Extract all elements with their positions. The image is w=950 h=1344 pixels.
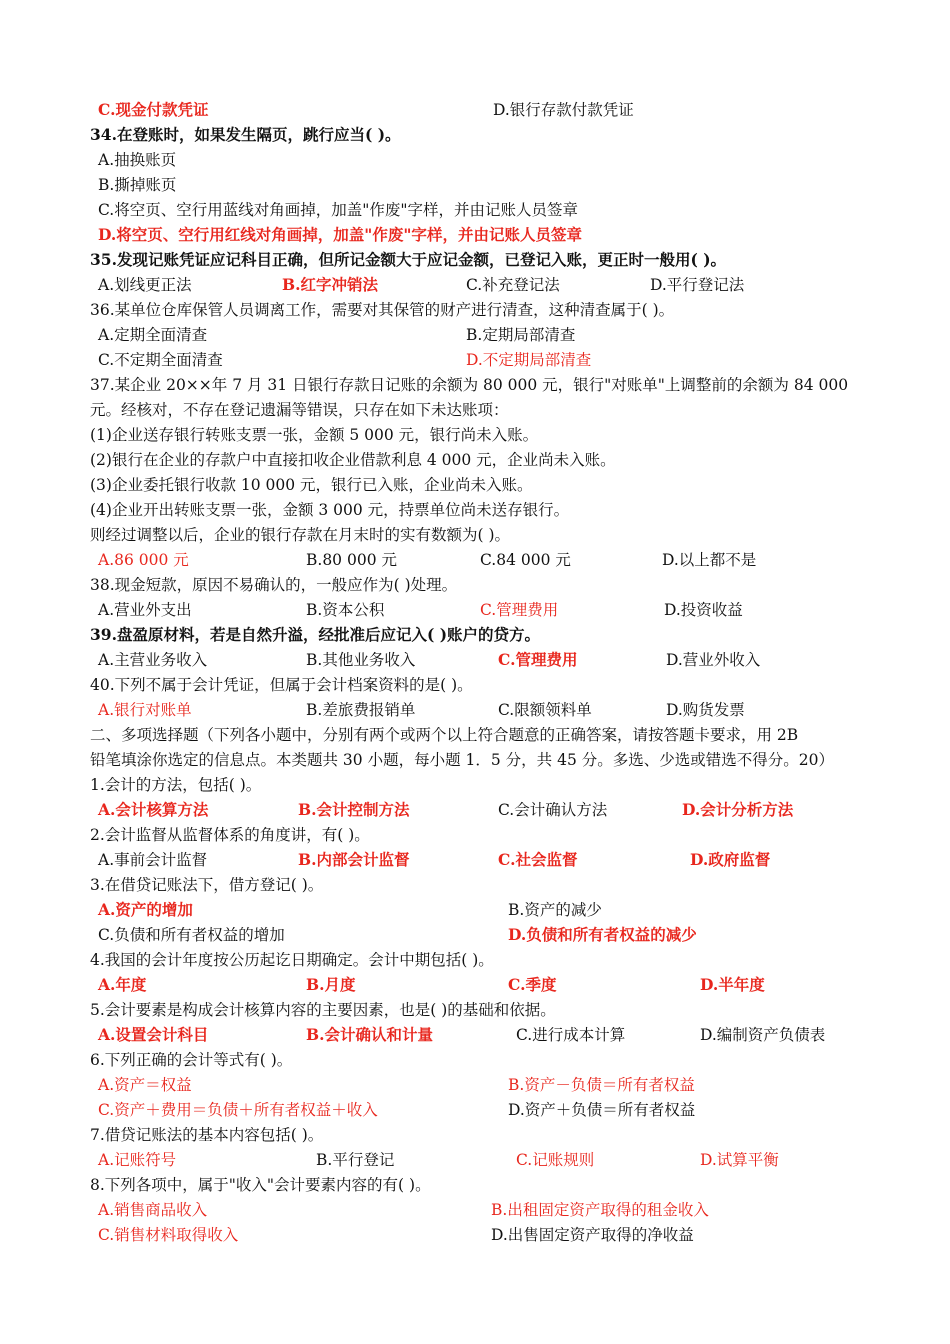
question-text: 38.现金短款，原因不易确认的，一般应作为( )处理。 [90, 576, 458, 594]
answer-option: D.银行存款付款凭证 [493, 101, 634, 119]
answer-option: C.管理费用 [480, 601, 559, 619]
answer-option: B.会计控制方法 [298, 800, 410, 819]
answer-option: B.差旅费报销单 [306, 701, 416, 719]
answer-option: C.负债和所有者权益的增加 [98, 926, 285, 944]
question-text: 8.下列各项中，属于"收入"会计要素内容的有( )。 [90, 1176, 431, 1194]
answer-option: C.季度 [508, 975, 557, 994]
question-text: D.将空页、空行用红线对角画掉，加盖"作废"字样，并由记账人员签章 [98, 225, 582, 244]
answer-option: D.出售固定资产取得的净收益 [491, 1226, 694, 1244]
answer-option: A.86 000 元 [98, 551, 189, 569]
answer-option: C.会计确认方法 [498, 801, 608, 819]
answer-option: A.会计核算方法 [98, 800, 209, 819]
answer-option: B.平行登记 [316, 1151, 395, 1169]
question-text: 2.会计监督从监督体系的角度讲，有( )。 [90, 826, 370, 844]
answer-option: D.以上都不是 [662, 551, 757, 569]
question-text: 元。经核对，不存在登记遗漏等错误，只存在如下未达账项： [90, 401, 509, 419]
question-text: (4)企业开出转账支票一张，金额 3 000 元，持票单位尚未送存银行。 [90, 501, 570, 519]
answer-option: A.定期全面清查 [98, 326, 208, 344]
question-text: 则经过调整以后，企业的银行存款在月末时的实有数额为( )。 [90, 526, 511, 544]
answer-option: C.资产＋费用＝负债＋所有者权益＋收入 [98, 1101, 378, 1119]
answer-option: A.营业外支出 [98, 601, 192, 619]
answer-option: A.设置会计科目 [98, 1025, 209, 1044]
question-text: 40.下列不属于会计凭证，但属于会计档案资料的是( )。 [90, 676, 473, 694]
answer-option: D.营业外收入 [666, 651, 761, 669]
answer-option: D.政府监督 [690, 850, 771, 869]
answer-option: D.不定期局部清查 [466, 351, 592, 369]
question-text: A.抽换账页 [98, 151, 177, 169]
question-text: 3.在借贷记账法下，借方登记( )。 [90, 876, 324, 894]
answer-option: D.编制资产负债表 [700, 1026, 826, 1044]
question-text: 5.会计要素是构成会计核算内容的主要因素，也是( )的基础和依据。 [90, 1001, 556, 1019]
answer-option: C.社会监督 [498, 850, 578, 869]
answer-option: B.月度 [306, 975, 356, 994]
answer-option: B.会计确认和计量 [306, 1025, 433, 1044]
question-text: (1)企业送存银行转账支票一张，金额 5 000 元，银行尚未入账。 [90, 426, 539, 444]
question-text: (3)企业委托银行收款 10 000 元，银行已入账，企业尚未入账。 [90, 476, 533, 494]
answer-option: C.不定期全面清查 [98, 351, 223, 369]
answer-option: C.进行成本计算 [516, 1026, 626, 1044]
answer-option: C.记账规则 [516, 1151, 595, 1169]
answer-option: C.管理费用 [498, 650, 578, 669]
answer-option: D.半年度 [700, 975, 765, 994]
answer-option: A.银行对账单 [98, 701, 192, 719]
answer-option: D.会计分析方法 [682, 800, 794, 819]
question-text: 铅笔填涂你选定的信息点。本类题共 30 小题，每小题 1．5 分，共 45 分。多选、少选或错选不得分。20） [90, 751, 834, 769]
answer-option: B.资本公积 [306, 601, 385, 619]
question-text: 6.下列正确的会计等式有( )。 [90, 1051, 293, 1069]
answer-option: A.记账符号 [98, 1151, 177, 1169]
answer-option: A.划线更正法 [98, 276, 192, 294]
question-text: (2)银行在企业的存款户中直接扣收企业借款利息 4 000 元，企业尚未入账。 [90, 451, 616, 469]
answer-option: B.资产－负债＝所有者权益 [508, 1076, 695, 1094]
answer-option: D.试算平衡 [700, 1151, 779, 1169]
question-text: 7.借贷记账法的基本内容包括( )。 [90, 1126, 324, 1144]
question-text: 37.某企业 20××年 7 月 31 日银行存款日记账的余额为 80 000 元，银行"对账单"上调整前的余额为 84 000 [90, 376, 849, 394]
answer-option: A.事前会计监督 [98, 851, 208, 869]
answer-option: D.平行登记法 [650, 276, 745, 294]
answer-option: A.销售商品收入 [98, 1201, 208, 1219]
answer-option: C.现金付款凭证 [98, 100, 209, 119]
answer-option: C.限额领料单 [498, 701, 592, 719]
question-text: 36.某单位仓库保管人员调离工作，需要对其保管的财产进行清查，这种清查属于( )。 [90, 301, 675, 319]
question-text: 1.会计的方法，包括( )。 [90, 776, 262, 794]
answer-option: A.资产的增加 [98, 900, 193, 919]
answer-option: C.销售材料取得收入 [98, 1226, 239, 1244]
answer-option: A.主营业务收入 [98, 651, 208, 669]
answer-option: B.定期局部清查 [466, 326, 576, 344]
answer-option: B.其他业务收入 [306, 651, 416, 669]
answer-option: B.红字冲销法 [282, 275, 378, 294]
answer-option: B.出租固定资产取得的租金收入 [491, 1201, 709, 1219]
question-text: 4.我国的会计年度按公历起讫日期确定。会计中期包括( )。 [90, 951, 494, 969]
answer-option: A.资产＝权益 [98, 1076, 192, 1094]
answer-option: A.年度 [98, 975, 147, 994]
question-text: 34.在登账时，如果发生隔页，跳行应当( )。 [90, 125, 401, 144]
answer-option: D.购货发票 [666, 701, 745, 719]
answer-option: B.内部会计监督 [298, 850, 410, 869]
question-text: B.撕掉账页 [98, 176, 177, 194]
answer-option: D.投资收益 [664, 601, 743, 619]
answer-option: D.负债和所有者权益的减少 [508, 925, 697, 944]
answer-option: B.80 000 元 [306, 551, 397, 569]
question-text: 35.发现记账凭证应记科目正确，但所记金额大于应记金额，已登记入账，更正时一般用( )。 [90, 250, 727, 269]
question-text: 二、多项选择题（下列各小题中，分别有两个或两个以上符合题意的正确答案，请按答题卡要求，用 2B [90, 726, 799, 744]
answer-option: B.资产的减少 [508, 901, 602, 919]
answer-option: C.84 000 元 [480, 551, 571, 569]
question-text: C.将空页、空行用蓝线对角画掉，加盖"作废"字样，并由记账人员签章 [98, 201, 578, 219]
answer-option: C.补充登记法 [466, 276, 560, 294]
answer-option: D.资产＋负债＝所有者权益 [508, 1101, 696, 1119]
question-text: 39.盘盈原材料，若是自然升溢，经批准后应记入( )账户的贷方。 [90, 625, 541, 644]
